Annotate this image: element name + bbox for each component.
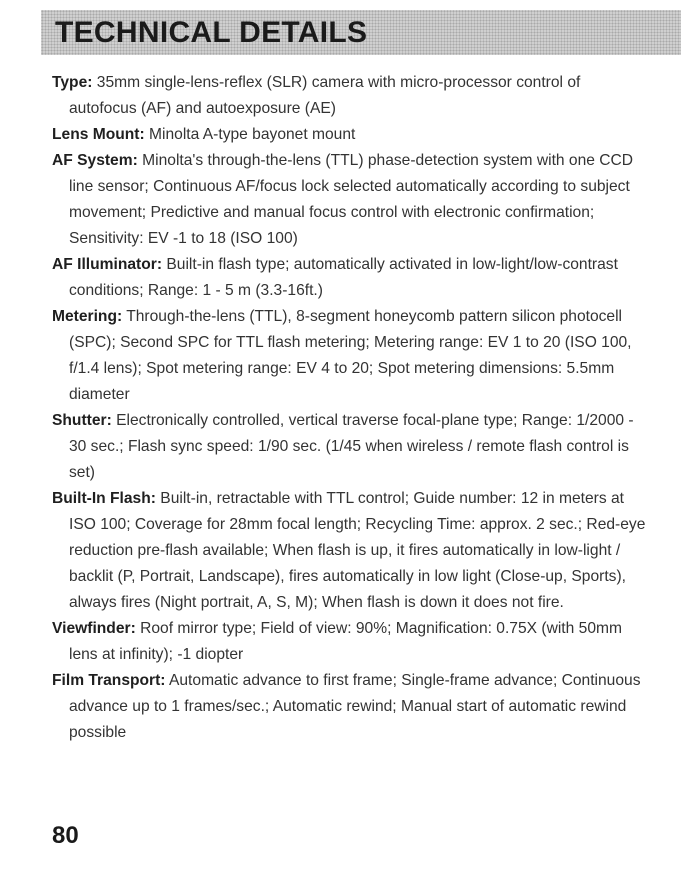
page-number: 80 xyxy=(52,822,79,849)
spec-shutter xyxy=(52,408,652,486)
spec-value: Roof mirror type; Field of view: 90%; Magnification: 0.75X (with 50mm lens at infinity); -1 diopter xyxy=(69,620,622,663)
spec-value: Electronically controlled, vertical traverse focal-plane type; Range: 1/2000 - 30 sec.; Flash sync speed: 1/90 sec. (1/45 when wireless / remote flash control is set) xyxy=(69,412,634,481)
section-header xyxy=(41,10,681,55)
spec-value: Automatic advance to first frame; Single-frame advance; Continuous advance up to 1 frames/sec.; Automatic rewind; Manual start of automatic rewind possible xyxy=(69,672,641,741)
spec-type xyxy=(52,70,652,122)
spec-film-transport xyxy=(52,668,652,746)
spec-label: Type: xyxy=(52,74,93,91)
spec-value: Minolta A-type bayonet mount xyxy=(149,126,356,143)
spec-label: Metering: xyxy=(52,308,123,325)
spec-lens-mount xyxy=(52,122,652,148)
spec-label: Built-In Flash: xyxy=(52,490,156,507)
spec-value: Built-in flash type; automatically activated in low-light/low-contrast conditions; Range: 1 - 5 m (3.3-16ft.) xyxy=(69,256,618,299)
spec-label: AF Illuminator: xyxy=(52,256,163,273)
spec-value: Through-the-lens (TTL), 8-segment honeycomb pattern silicon photocell (SPC); Second SPC for TTL flash metering; Metering range: EV 1 to 20 (ISO 100, f/1.4 lens); Spot metering range: EV 4 to 20; Spot metering dimensions: 5.5mm diameter xyxy=(69,308,632,403)
spec-label: Viewfinder: xyxy=(52,620,136,637)
spec-label: Film Transport: xyxy=(52,672,166,689)
spec-value: Built-in, retractable with TTL control; Guide number: 12 in meters at ISO 100; Coverage for 28mm focal length; Recycling Time: approx. 2 sec.; Red-eye reduction pre-flash available; When flash is up, it fires automatically in low-light / backlit (P, Portrait, Landscape), fires automatically in low light (Close-up, Sports), always fires (Night portrait, A, S, M); When flash is down it does not fire. xyxy=(69,490,646,611)
page-title: TECHNICAL DETAILS xyxy=(55,16,368,49)
spec-value: Minolta's through-the-lens (TTL) phase-detection system with one CCD line sensor; Continuous AF/focus lock selected automatically according to subject movement; Predictive and manual focus control with electronic confirmation; Sensitivity: EV -1 to 18 (ISO 100) xyxy=(69,152,634,247)
spec-viewfinder xyxy=(52,616,652,668)
spec-label: Lens Mount: xyxy=(52,126,145,143)
spec-label: AF System: xyxy=(52,152,138,169)
spec-metering xyxy=(52,304,652,408)
spec-af-system xyxy=(52,148,652,252)
spec-built-in-flash xyxy=(52,486,652,616)
spec-af-illuminator xyxy=(52,252,652,304)
spec-value: 35mm single-lens-reflex (SLR) camera with micro-processor control of autofocus (AF) and autoexposure (AE) xyxy=(69,74,581,117)
spec-label: Shutter: xyxy=(52,412,112,429)
spec-list xyxy=(52,70,652,746)
